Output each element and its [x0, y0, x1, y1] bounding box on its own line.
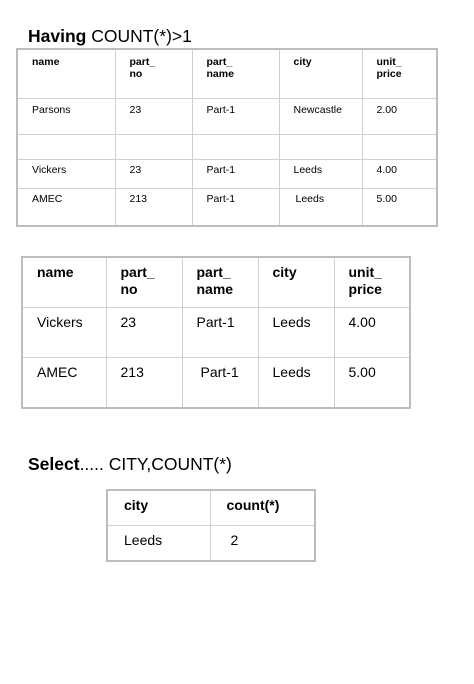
select-expression: ..... CITY,COUNT(*): [79, 454, 232, 474]
table-cell: Part-1: [192, 189, 279, 227]
header-cell: part_ no: [106, 257, 182, 308]
table-cell: 23: [115, 99, 192, 135]
table-row: [107, 526, 315, 562]
header-cell: part_ name: [192, 49, 279, 99]
table-row: [17, 160, 437, 189]
table-cell: 4.00: [334, 308, 410, 358]
table-row: [17, 189, 437, 227]
table-header-row: [17, 49, 437, 99]
table-cell: AMEC: [17, 189, 115, 227]
header-cell: part_ name: [182, 257, 258, 308]
header-cell: city: [107, 490, 210, 526]
source-table: [16, 48, 438, 227]
header-cell: city: [258, 257, 334, 308]
table-cell: 4.00: [362, 160, 437, 189]
table-cell: 213: [106, 358, 182, 409]
table-cell: Vickers: [17, 160, 115, 189]
header-cell: name: [17, 49, 115, 99]
header-cell: city: [279, 49, 362, 99]
table-cell: [115, 135, 192, 160]
table-row: [17, 135, 437, 160]
header-cell: part_ no: [115, 49, 192, 99]
table-cell: [192, 135, 279, 160]
result-table: [106, 489, 316, 562]
table-row: [22, 308, 410, 358]
table-cell: 2.00: [362, 99, 437, 135]
table-cell: AMEC: [22, 358, 106, 409]
table-cell: Parsons: [17, 99, 115, 135]
header-cell: name: [22, 257, 106, 308]
header-cell: unit_ price: [362, 49, 437, 99]
table-row: [17, 99, 437, 135]
header-cell: count(*): [210, 490, 315, 526]
table-row: [22, 358, 410, 409]
having-expression: COUNT(*)>1: [86, 26, 192, 46]
table-cell: Part-1: [182, 358, 258, 409]
table-cell: 213: [115, 189, 192, 227]
table-cell: Leeds: [279, 160, 362, 189]
table-cell: 5.00: [334, 358, 410, 409]
table-header-row: [22, 257, 410, 308]
table-cell: Leeds: [258, 358, 334, 409]
header-cell: unit_ price: [334, 257, 410, 308]
table-cell: Newcastle: [279, 99, 362, 135]
table-header-row: [107, 490, 315, 526]
table-cell: Vickers: [22, 308, 106, 358]
table-cell: 5.00: [362, 189, 437, 227]
table-cell: Part-1: [192, 99, 279, 135]
table-cell: Part-1: [182, 308, 258, 358]
filtered-table: [21, 256, 411, 409]
having-heading: [28, 26, 192, 47]
table-cell: [17, 135, 115, 160]
select-heading: [28, 454, 232, 475]
table-cell: 2: [210, 526, 315, 562]
table-cell: Leeds: [258, 308, 334, 358]
table-cell: Leeds: [279, 189, 362, 227]
table-cell: 23: [106, 308, 182, 358]
select-keyword: Select: [28, 454, 80, 474]
table-cell: [279, 135, 362, 160]
table-cell: 23: [115, 160, 192, 189]
having-keyword: Having: [28, 26, 87, 46]
table-cell: [362, 135, 437, 160]
table-cell: Leeds: [107, 526, 210, 562]
table-cell: Part-1: [192, 160, 279, 189]
